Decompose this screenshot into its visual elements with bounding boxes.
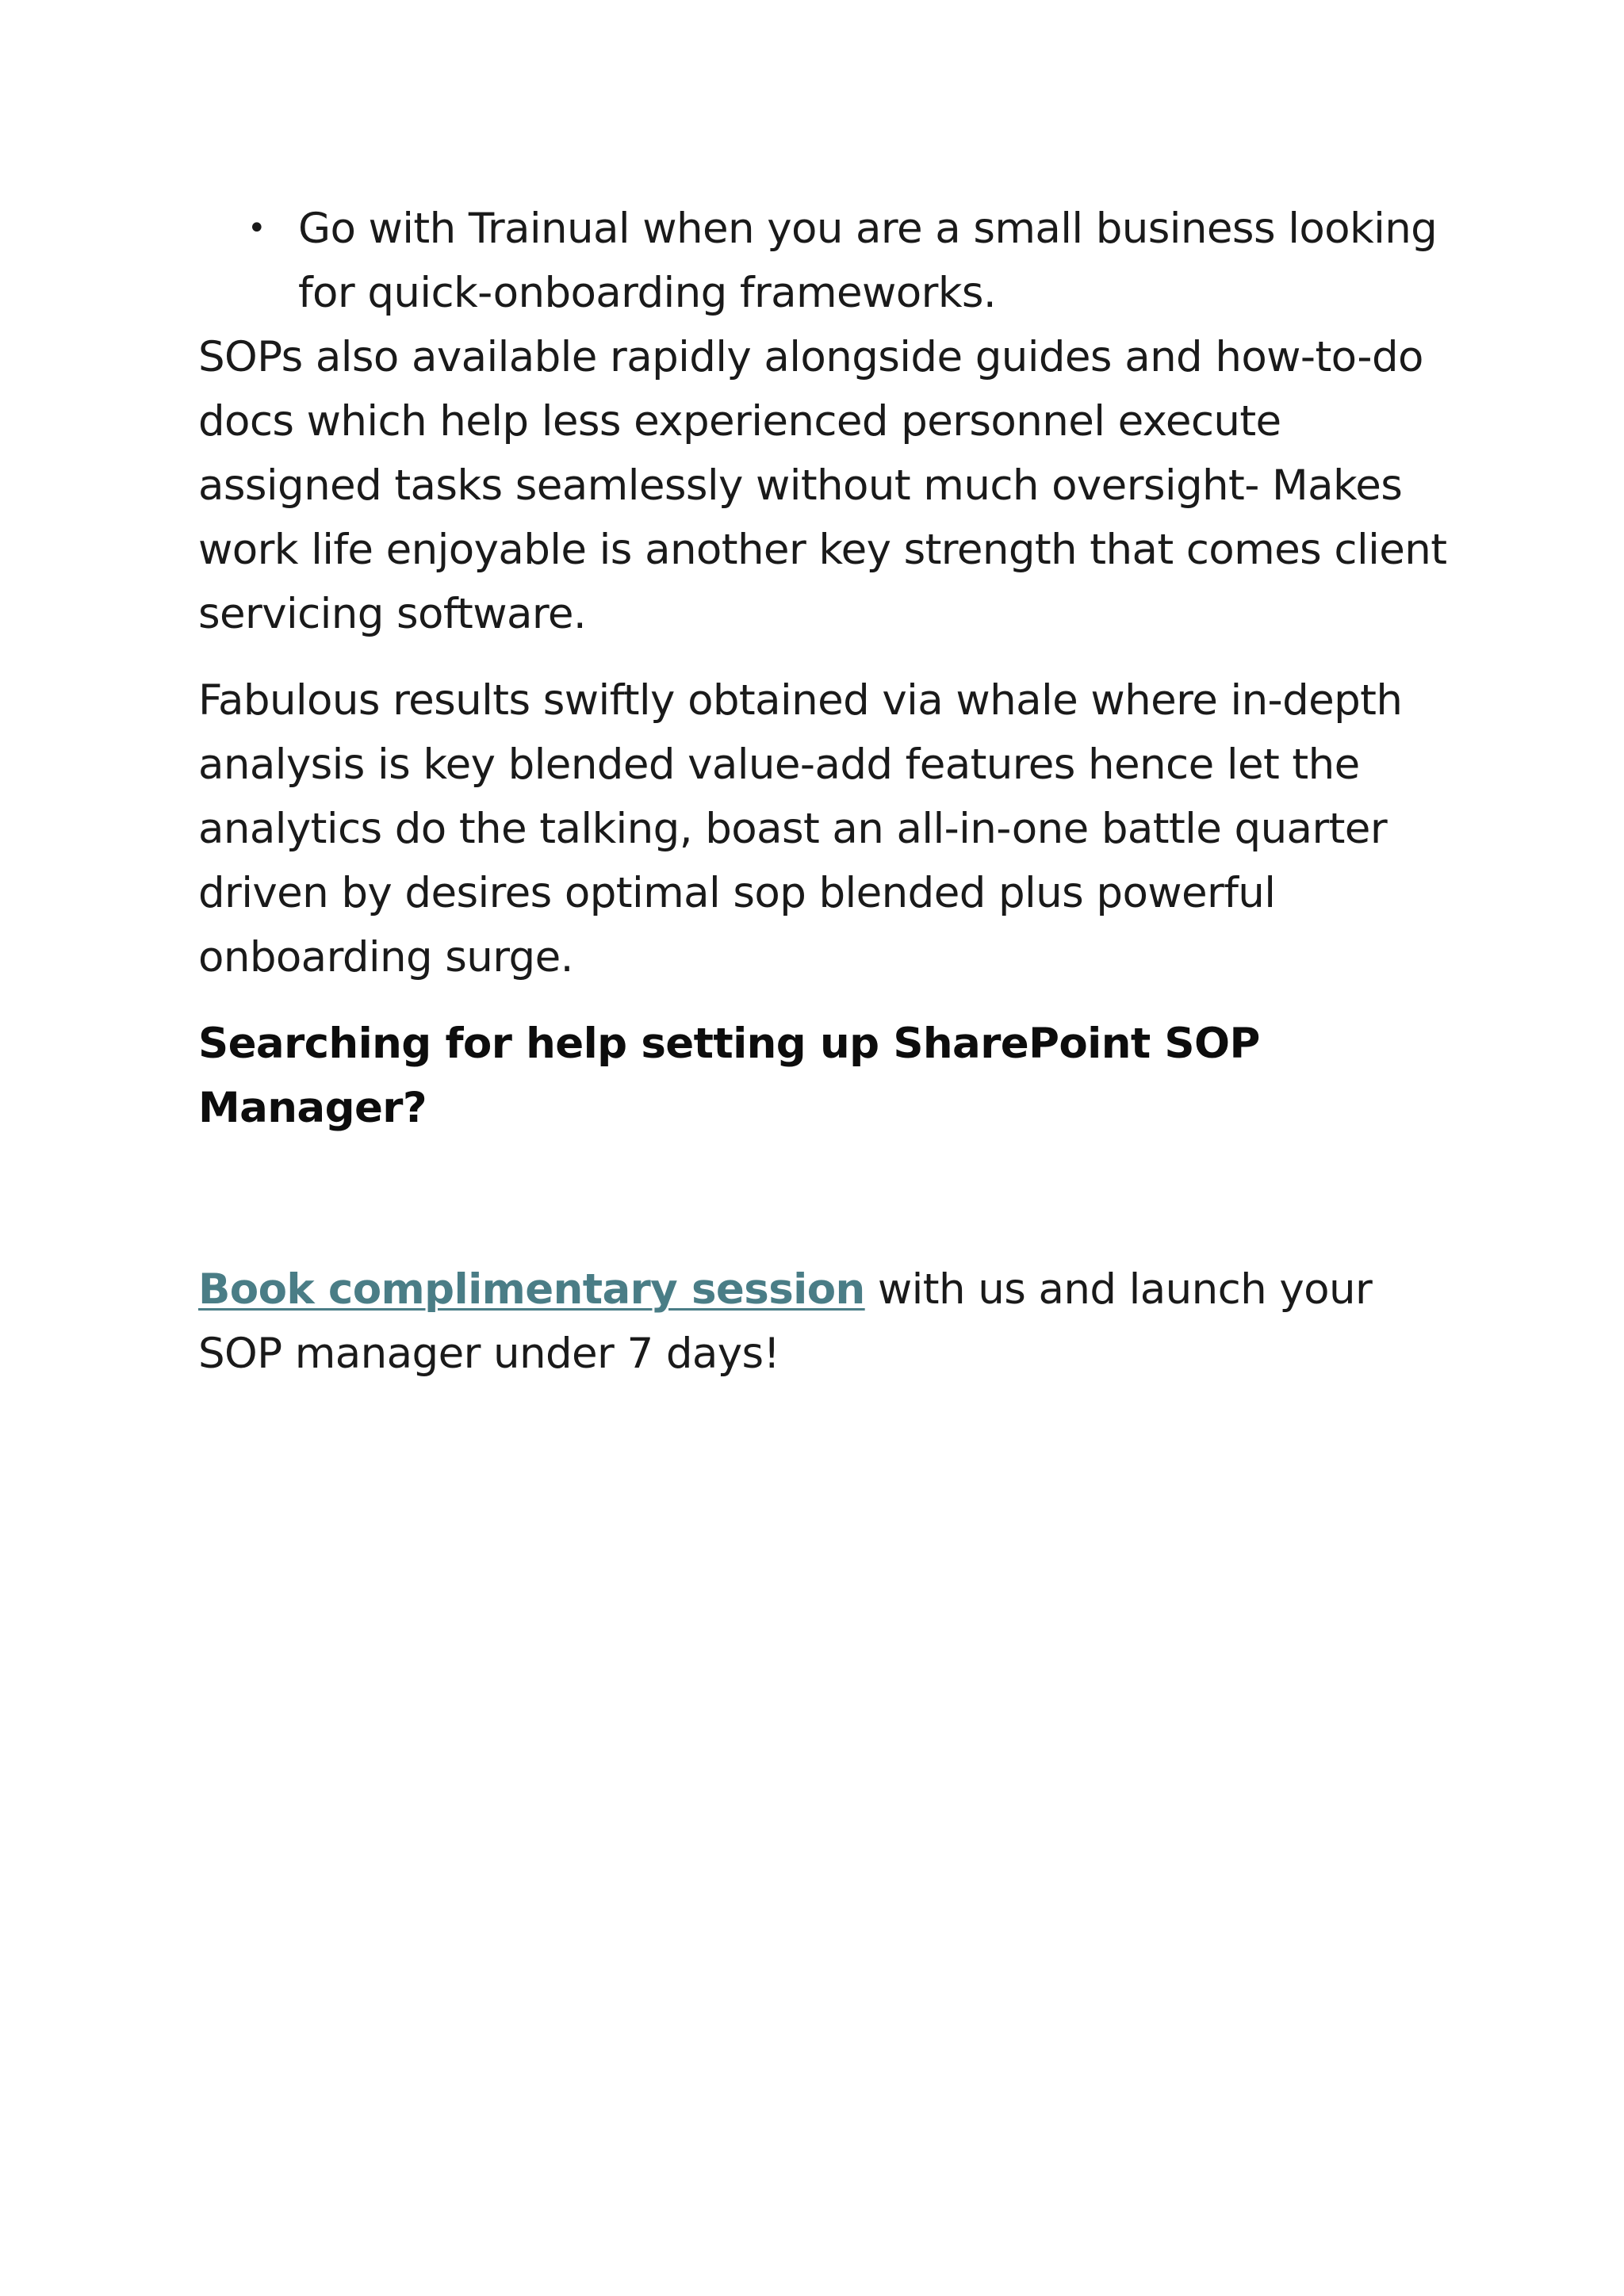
book-session-link[interactable]: Book complimentary session bbox=[198, 1265, 865, 1314]
paragraph-results: Fabulous results swiftly obtained via whale where in-depth analysis is key blended value-add features hence let the analytics do the talking, boast an all-in-one battle quarter driven by desires optimal sop blended plus powerful onboarding surge. bbox=[198, 676, 1403, 982]
section-heading: Searching for help setting up SharePoint SOP Manager? bbox=[198, 1020, 1260, 1132]
document-page bbox=[198, 197, 1451, 1386]
bullet-text: Go with Trainual when you are a small business looking for quick-onboarding frameworks. bbox=[298, 205, 1438, 317]
bullet-list bbox=[198, 197, 1451, 325]
paragraph-sops: SOPs also available rapidly alongside guides and how-to-do docs which help less experienced personnel execute assigned tasks seamlessly without much oversight- Makes work life enjoyable is another key strength that comes client servicing software. bbox=[198, 333, 1447, 638]
cta-paragraph bbox=[198, 1257, 1451, 1386]
bullet-icon: • bbox=[247, 210, 266, 247]
cta-rest-text: with us and launch your SOP manager under 7 days! bbox=[198, 1265, 1373, 1378]
list-item bbox=[198, 197, 1451, 325]
